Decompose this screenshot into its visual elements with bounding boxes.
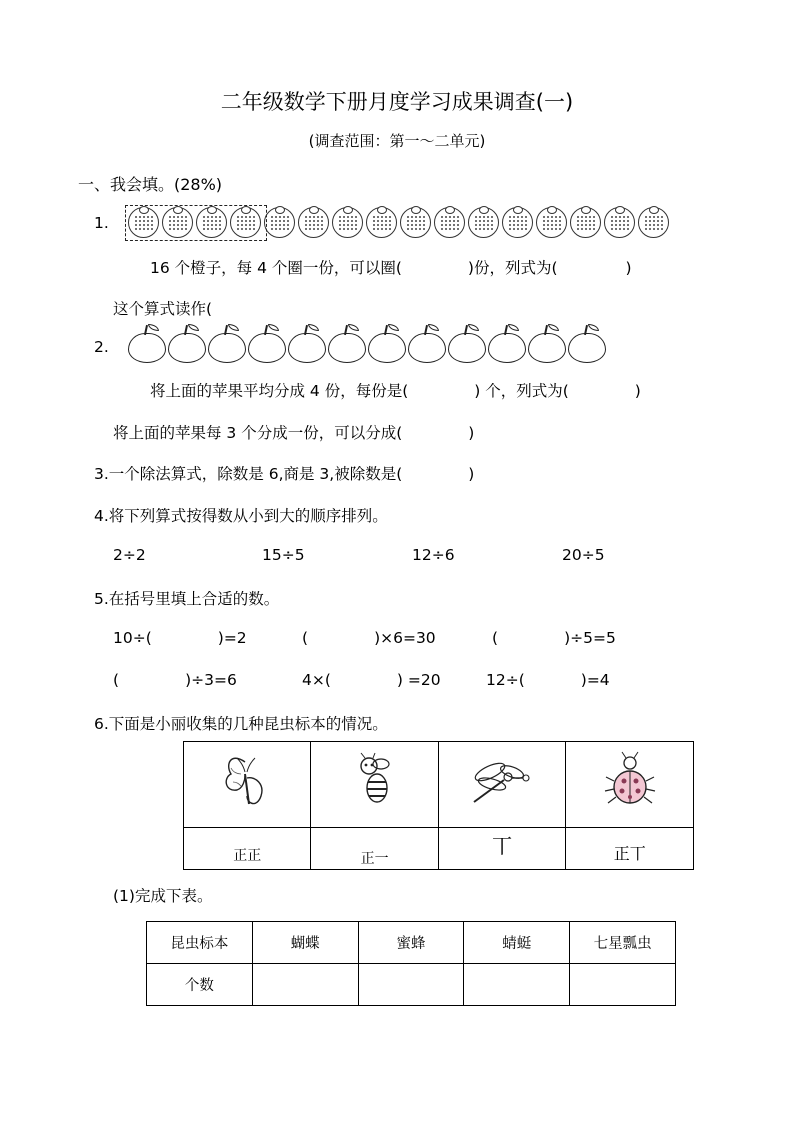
- ladybug-picture-cell: [566, 742, 694, 828]
- dragonfly-picture-cell: [438, 742, 566, 828]
- q1-part1: 16 个橙子，每 4 个圈一份，可以圈(: [150, 259, 402, 277]
- apple-icon: [208, 333, 246, 363]
- q5-row2-expr3: [486, 671, 610, 689]
- expr-part: (: [492, 629, 499, 647]
- orange-icon: [162, 207, 193, 238]
- answer-cell[interactable]: [358, 964, 464, 1006]
- q2-part1: 将上面的苹果平均分成 4 份，每份是(: [150, 382, 409, 400]
- q5-row2-expr1: [113, 671, 237, 689]
- apple-icon: [368, 333, 406, 363]
- expr-part: )÷5=5: [564, 629, 616, 647]
- q5-row1-expr2: [302, 629, 436, 647]
- apple-row: [128, 333, 608, 363]
- orange-icon: [400, 207, 431, 238]
- q2-part5: ): [468, 424, 475, 442]
- bee-picture-cell: [311, 742, 438, 828]
- apple-icon: [408, 333, 446, 363]
- apple-icon: [448, 333, 486, 363]
- expr-part: (: [302, 629, 309, 647]
- q6-subquestion-1: (1)完成下表。: [113, 887, 213, 905]
- apple-icon: [528, 333, 566, 363]
- expr-part: ) =20: [396, 671, 441, 689]
- tally-cell: [566, 828, 694, 870]
- apple-icon: [128, 333, 166, 363]
- apple-icon: [288, 333, 326, 363]
- q1-read-line: 这个算式读作(: [113, 300, 213, 318]
- expr-part: )×6=30: [374, 629, 436, 647]
- bee-icon: [351, 752, 399, 814]
- apple-icon: [248, 333, 286, 363]
- table-header: 昆虫标本: [147, 922, 253, 964]
- orange-icon: [196, 207, 227, 238]
- insect-tally-table: [183, 741, 694, 870]
- orange-icon: [230, 207, 261, 238]
- q6-text: 6.下面是小丽收集的几种昆虫标本的情况。: [94, 715, 388, 733]
- q4-item: 20÷5: [562, 546, 605, 564]
- q4-item: 15÷5: [262, 546, 305, 564]
- q5-row1-expr3: [492, 629, 616, 647]
- expr-part: )÷3=6: [185, 671, 237, 689]
- orange-icon: [536, 207, 567, 238]
- expr-part: 4×(: [302, 671, 331, 689]
- orange-icon: [638, 207, 669, 238]
- orange-icon: [298, 207, 329, 238]
- butterfly-icon: [221, 752, 273, 814]
- q2-number: 2.: [94, 338, 109, 356]
- dragonfly-icon: [468, 758, 536, 808]
- q4-item: 12÷6: [412, 546, 455, 564]
- expr-part: 12÷(: [486, 671, 525, 689]
- q2-part2: ) 个，列式为(: [474, 382, 569, 400]
- orange-icon: [366, 207, 397, 238]
- ladybug-icon: [600, 751, 660, 815]
- q1-number: 1.: [94, 214, 109, 232]
- expr-part: 10÷(: [113, 629, 152, 647]
- orange-icon: [434, 207, 465, 238]
- apple-icon: [568, 333, 606, 363]
- q1-text: [150, 256, 632, 278]
- tally-cell: [184, 828, 311, 870]
- q2-part3: ): [634, 382, 641, 400]
- q1-part2: )份，列式为(: [467, 259, 558, 277]
- count-table: [146, 921, 676, 1006]
- q5-text: 5.在括号里填上合适的数。: [94, 590, 280, 608]
- table-row-label: 个数: [147, 964, 253, 1006]
- tally-butterfly: 正正: [233, 847, 262, 864]
- q3-part2: ): [468, 465, 475, 483]
- orange-icon: [570, 207, 601, 238]
- page-subtitle: (调查范围：第一～二单元): [308, 132, 486, 150]
- orange-row: [128, 207, 672, 238]
- answer-cell[interactable]: [464, 964, 570, 1006]
- orange-icon: [468, 207, 499, 238]
- q2-text-line1: [150, 379, 641, 401]
- table-header: 蜜蜂: [358, 922, 464, 964]
- expr-part: (: [113, 671, 120, 689]
- orange-icon: [604, 207, 635, 238]
- tally-bee: 正一: [360, 850, 389, 867]
- apple-icon: [328, 333, 366, 363]
- section-heading: 一、我会填。(28%): [78, 175, 223, 194]
- orange-icon: [264, 207, 295, 238]
- table-header: 七星瓢虫: [570, 922, 676, 964]
- table-header: 蜻蜓: [464, 922, 570, 964]
- q5-row1-expr1: [113, 629, 247, 647]
- q3-text: [94, 462, 474, 484]
- q4-item: 2÷2: [113, 546, 146, 564]
- q4-text: 4.将下列算式按得数从小到大的顺序排列。: [94, 507, 388, 525]
- answer-cell[interactable]: [570, 964, 676, 1006]
- q1-part3: ): [625, 259, 632, 277]
- tally-cell: [438, 828, 566, 870]
- orange-icon: [332, 207, 363, 238]
- q5-row2-expr2: [302, 671, 441, 689]
- expr-part: )=4: [580, 671, 610, 689]
- q3-part1: 3.一个除法算式，除数是 6,商是 3,被除数是(: [94, 465, 403, 483]
- butterfly-picture-cell: [184, 742, 311, 828]
- orange-icon: [502, 207, 533, 238]
- tally-cell: [311, 828, 438, 870]
- apple-icon: [488, 333, 526, 363]
- apple-icon: [168, 333, 206, 363]
- table-header: 蝴蝶: [252, 922, 358, 964]
- q2-text-line2: [113, 421, 474, 443]
- orange-icon: [128, 207, 159, 238]
- tally-ladybug: 正丅: [613, 844, 646, 863]
- q2-part4: 将上面的苹果每 3 个分成一份，可以分成(: [113, 424, 403, 442]
- tally-dragonfly: 丅: [492, 834, 513, 858]
- expr-part: )=2: [217, 629, 247, 647]
- answer-cell[interactable]: [252, 964, 358, 1006]
- page-title: 二年级数学下册月度学习成果调查(一): [220, 90, 574, 114]
